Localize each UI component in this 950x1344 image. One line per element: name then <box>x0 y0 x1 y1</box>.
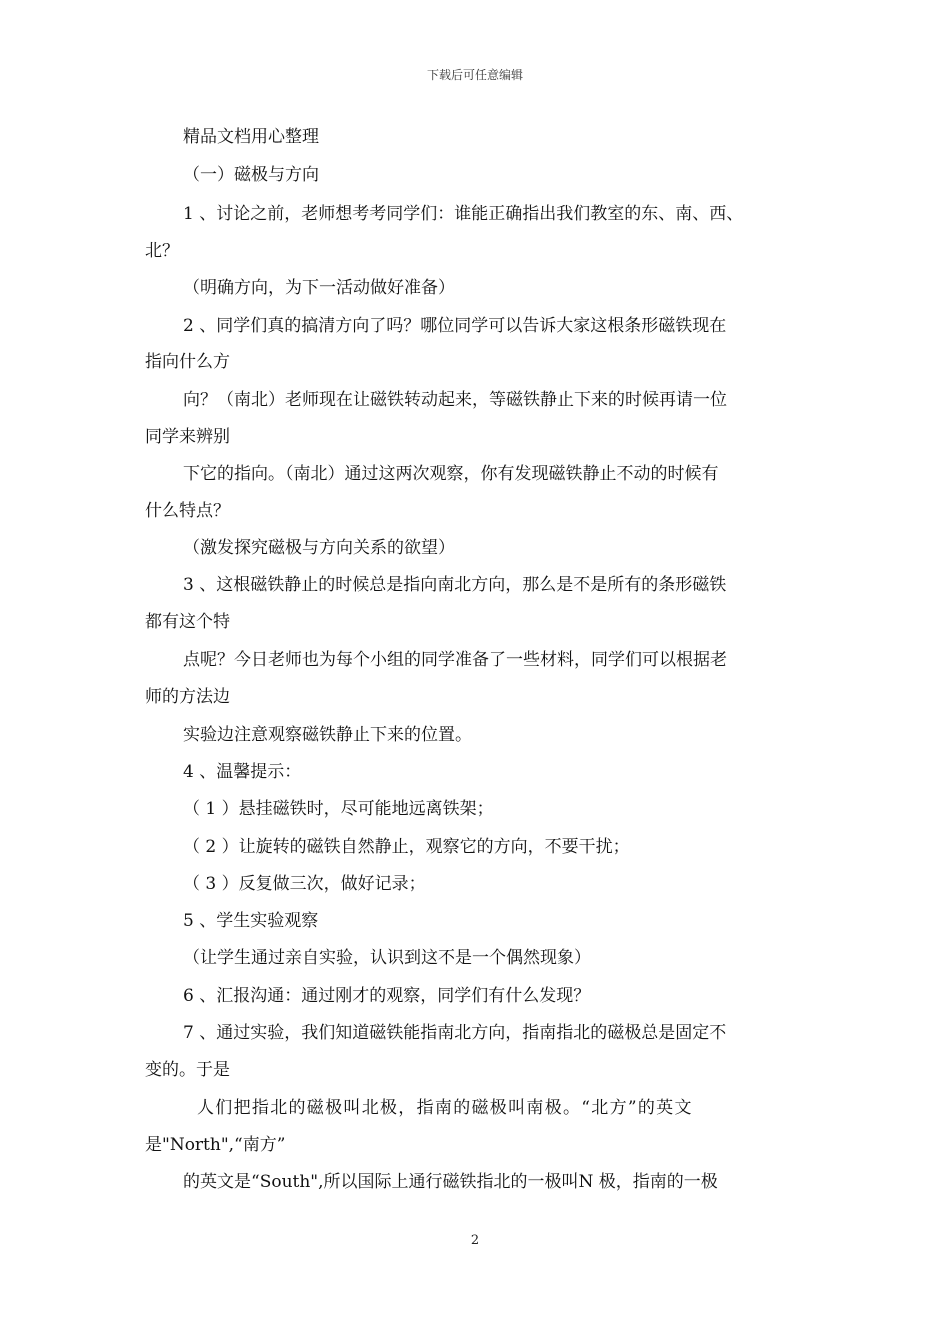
paragraph-line: 向？（南北）老师现在让磁铁转动起来，等磁铁静止下来的时候再请一位 <box>183 390 727 410</box>
paragraph-line: 是"North",“南方” <box>145 1135 286 1155</box>
list-item: （ 2 ）让旋转的磁铁自然静止，观察它的方向，不要干扰； <box>183 837 630 857</box>
paragraph-line: （激发探究磁极与方向关系的欲望） <box>183 538 455 558</box>
paragraph-line: 北？ <box>145 241 179 261</box>
paragraph-line: 下它的指向。（南北）通过这两次观察，你有发现磁铁静止不动的时候有 <box>183 464 719 484</box>
paragraph-line: （让学生通过亲自实验，认识到这不是一个偶然现象） <box>183 948 591 968</box>
paragraph-line: 点呢？今日老师也为每个小组的同学准备了一些材料，同学们可以根据老 <box>183 650 727 670</box>
paragraph-line: 6 、汇报沟通：通过刚才的观察，同学们有什么发现？ <box>183 986 591 1006</box>
paragraph-line: （明确方向，为下一活动做好准备） <box>183 278 455 298</box>
paragraph-line: 1 、讨论之前，老师想考考同学们：谁能正确指出我们教室的东、南、西、 <box>183 204 744 224</box>
section-heading: （一）磁极与方向 <box>183 165 319 185</box>
doc-title: 精品文档用心整理 <box>183 127 319 147</box>
paragraph-line: 实验边注意观察磁铁静止下来的位置。 <box>183 725 472 745</box>
page-header: 下载后可任意编辑 <box>426 68 523 82</box>
paragraph-line: 2 、同学们真的搞清方向了吗？哪位同学可以告诉大家这根条形磁铁现在 <box>183 316 727 336</box>
list-item: （ 1 ）悬挂磁铁时，尽可能地远离铁架； <box>183 799 494 819</box>
paragraph-line: 3 、这根磁铁静止的时候总是指向南北方向，那么是不是所有的条形磁铁 <box>183 575 727 595</box>
paragraph-line: 什么特点？ <box>145 501 230 521</box>
paragraph-line: 7 、通过实验，我们知道磁铁能指南北方向，指南指北的磁极总是固定不 <box>183 1023 727 1043</box>
paragraph-line: 人们把指北的磁极叫北极，指南的磁极叫南极。“北方”的英文 <box>197 1098 693 1118</box>
paragraph-line: 师的方法边 <box>145 687 230 707</box>
paragraph-line: 同学来辨别 <box>145 427 230 447</box>
paragraph-line: 都有这个特 <box>145 612 230 632</box>
paragraph-line: 指向什么方 <box>145 352 230 372</box>
paragraph-line: 4 、温馨提示： <box>183 762 302 782</box>
list-item: （ 3 ）反复做三次，做好记录； <box>183 874 426 894</box>
paragraph-line: 的英文是“South",所以国际上通行磁铁指北的一极叫N 极，指南的一极 <box>183 1172 718 1192</box>
paragraph-line: 变的。于是 <box>145 1060 230 1080</box>
page-number: 2 <box>470 1233 480 1248</box>
paragraph-line: 5 、学生实验观察 <box>183 911 319 931</box>
